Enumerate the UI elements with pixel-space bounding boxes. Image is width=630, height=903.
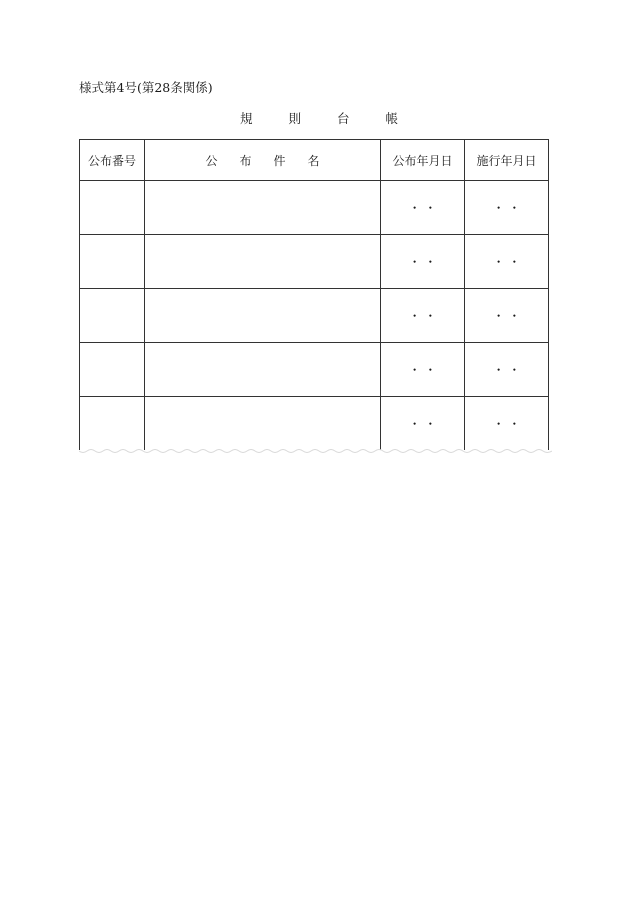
cell-number[interactable] [80, 181, 145, 235]
table-row [80, 397, 549, 451]
header-promulgation-title [145, 140, 381, 181]
cell-effective-date[interactable]: ・ ・ [465, 397, 549, 451]
table-row [80, 289, 549, 343]
cell-number[interactable] [80, 289, 145, 343]
cell-effective-date[interactable]: ・ ・ [465, 289, 549, 343]
title-char: 規 [240, 111, 253, 126]
header-char: 布 [239, 153, 252, 168]
cell-promulgation-date[interactable]: ・ ・ [381, 289, 465, 343]
cell-number[interactable] [80, 397, 145, 451]
cell-effective-date[interactable]: ・ ・ [465, 181, 549, 235]
table-row [80, 343, 549, 397]
cell-title[interactable] [145, 343, 381, 397]
header-promulgation-number: 公布番号 [80, 140, 145, 181]
cell-number[interactable] [80, 235, 145, 289]
cell-promulgation-date[interactable]: ・ ・ [381, 181, 465, 235]
cell-title[interactable] [145, 181, 381, 235]
cell-effective-date[interactable]: ・ ・ [465, 235, 549, 289]
header-char: 名 [307, 153, 320, 168]
cell-number[interactable] [80, 343, 145, 397]
cell-promulgation-date[interactable]: ・ ・ [381, 235, 465, 289]
table-row [80, 181, 549, 235]
header-promulgation-date: 公布年月日 [381, 140, 465, 181]
form-number-label: 様式第4号(第28条関係) [79, 80, 213, 95]
title-char: 則 [288, 111, 302, 126]
header-char: 公 [205, 153, 218, 168]
title-char: 台 [337, 111, 350, 126]
cell-title[interactable] [145, 397, 381, 451]
cell-title[interactable] [145, 235, 381, 289]
header-char: 件 [273, 153, 286, 168]
table-header-row [80, 140, 549, 181]
document-title [240, 109, 398, 127]
table-row [80, 235, 549, 289]
cell-title[interactable] [145, 289, 381, 343]
cell-promulgation-date[interactable]: ・ ・ [381, 397, 465, 451]
title-char: 帳 [385, 111, 399, 126]
rules-ledger-table [79, 139, 549, 450]
cell-promulgation-date[interactable]: ・ ・ [381, 343, 465, 397]
cell-effective-date[interactable]: ・ ・ [465, 343, 549, 397]
header-effective-date: 施行年月日 [465, 140, 549, 181]
torn-edge-divider [79, 449, 552, 455]
